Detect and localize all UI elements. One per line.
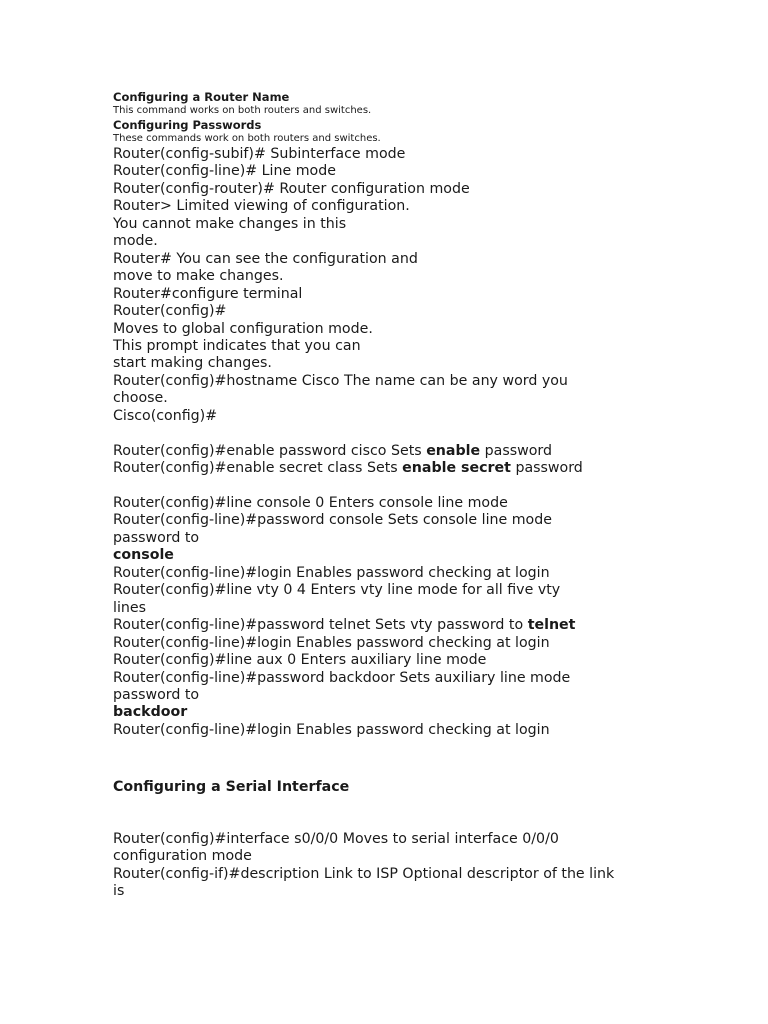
- text-line: This prompt indicates that you can: [113, 337, 361, 354]
- serial-command-list: [113, 831, 673, 901]
- bold-term: backdoor: [113, 704, 188, 721]
- text-line: [113, 547, 673, 564]
- text-run: Router(config)#enable secret class Sets: [113, 460, 403, 477]
- bold-term: enable: [426, 442, 481, 459]
- text-line: Router(config)#line aux 0 Enters auxiliary line mode: [113, 652, 487, 669]
- text-line: is: [113, 883, 125, 900]
- text-line: [113, 617, 673, 634]
- text-line: [113, 704, 673, 721]
- text-line: start making changes.: [113, 355, 272, 372]
- text-line: Router(config-line)#password backdoor Sets auxiliary line mode: [113, 669, 571, 686]
- text-line: mode.: [113, 233, 158, 250]
- text-line: Router(config-line)#login Enables password checking at login: [113, 634, 550, 651]
- text-line: Router(config-line)#password console Sets console line mode: [113, 512, 552, 529]
- text-line: [113, 460, 673, 477]
- text-line: choose.: [113, 390, 168, 407]
- text-line: Router(config)#: [113, 303, 227, 320]
- text-line: Cisco(config)#: [113, 407, 218, 424]
- text-line: configuration mode: [113, 848, 252, 865]
- text-run: password: [480, 442, 552, 459]
- command-list: [113, 146, 673, 739]
- text-line: Router(config)#line console 0 Enters console line mode: [113, 495, 508, 512]
- text-run: Router(config)#enable password cisco Sets: [113, 442, 427, 459]
- blank-line: [113, 478, 673, 495]
- text-line: Router(config)#interface s0/0/0 Moves to serial interface 0/0/0: [113, 831, 559, 847]
- heading-serial-interface: Configuring a Serial Interface: [113, 779, 350, 795]
- text-line: move to make changes.: [113, 268, 284, 285]
- text-line: Router(config-if)#description Link to ISP Optional descriptor of the link: [113, 865, 615, 882]
- bold-term: console: [113, 547, 174, 564]
- text-line: Router# You can see the configuration and: [113, 250, 418, 267]
- text-line: password to: [113, 529, 200, 546]
- text-line: Router(config)#hostname Cisco The name can be any word you: [113, 372, 568, 389]
- text-line: Router(config)#line vty 0 4 Enters vty line mode for all five vty: [113, 582, 561, 599]
- text-run: password: [510, 460, 583, 477]
- heading-passwords: Configuring Passwords: [113, 118, 262, 132]
- text-line: Router(config-subif)# Subinterface mode: [113, 146, 406, 162]
- text-line: Router(config-line)#login Enables password checking at login: [113, 721, 550, 738]
- text-run: Router(config-line)#password telnet Sets vty password to: [113, 617, 528, 634]
- bold-term: telnet: [527, 617, 576, 634]
- text-line: password to: [113, 687, 200, 704]
- note-passwords: These commands work on both routers and switches.: [113, 133, 381, 144]
- blank-line: [113, 425, 673, 442]
- heading-router-name: Configuring a Router Name: [113, 90, 290, 104]
- text-line: Router(config-line)# Line mode: [113, 163, 336, 180]
- bold-term: enable secret: [402, 460, 511, 477]
- text-line: Router(config-router)# Router configuration mode: [113, 180, 470, 197]
- text-line: You cannot make changes in this: [113, 215, 347, 232]
- text-line: lines: [113, 599, 146, 616]
- text-line: Router(config-line)#login Enables password checking at login: [113, 564, 550, 581]
- text-line: Router#configure terminal: [113, 285, 303, 302]
- text-line: Moves to global configuration mode.: [113, 320, 373, 337]
- note-router-name: This command works on both routers and switches.: [113, 105, 372, 116]
- text-line: Router> Limited viewing of configuration.: [113, 198, 410, 215]
- text-line: [113, 443, 673, 460]
